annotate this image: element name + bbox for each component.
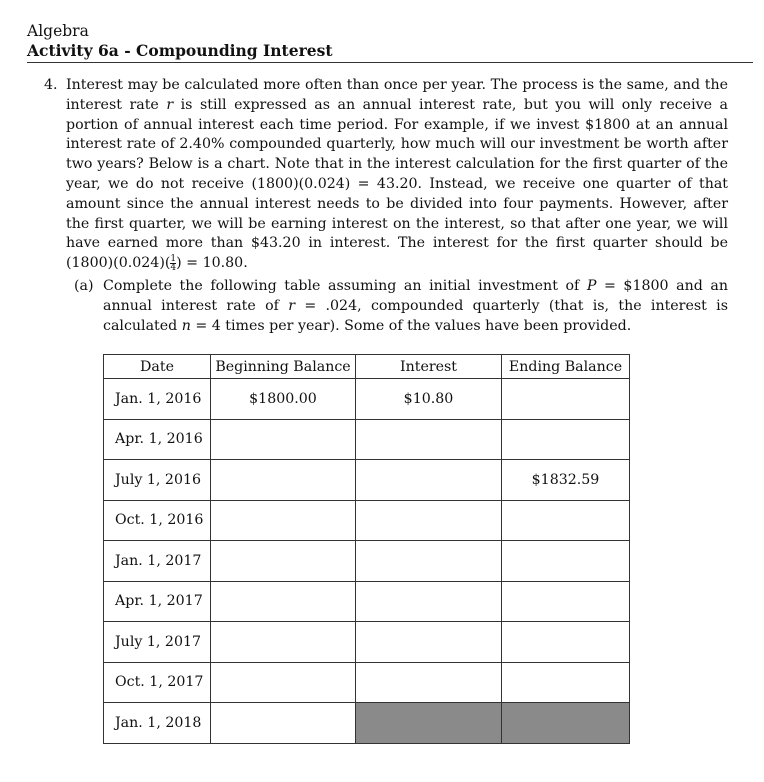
- part-a-label: (a): [74, 278, 94, 294]
- header-interest: Interest: [356, 355, 502, 379]
- beginning-balance-cell[interactable]: [211, 500, 356, 541]
- shaded-interest-cell: [356, 703, 502, 744]
- ending-balance-cell[interactable]: [502, 662, 630, 703]
- table-row: [104, 379, 630, 420]
- table-row: [104, 662, 630, 703]
- beginning-balance-cell[interactable]: [211, 703, 356, 744]
- ending-balance-cell[interactable]: [502, 379, 630, 420]
- ending-balance-cell[interactable]: [502, 541, 630, 582]
- date-cell: Jan. 1, 2016: [104, 379, 211, 420]
- beginning-balance-cell[interactable]: [211, 581, 356, 622]
- document-header: [27, 21, 753, 61]
- compounding-table: [103, 354, 630, 744]
- ending-balance-cell[interactable]: [502, 622, 630, 663]
- problem-text-part: ) = 10.80.: [176, 255, 248, 272]
- variable-r: r: [166, 96, 174, 113]
- table-row: [104, 622, 630, 663]
- beginning-balance-cell[interactable]: [211, 460, 356, 501]
- interest-cell[interactable]: [356, 581, 502, 622]
- problem-number: 4.: [44, 77, 58, 93]
- table-row: [104, 419, 630, 460]
- part-a: [74, 276, 728, 336]
- date-cell: Apr. 1, 2017: [104, 581, 211, 622]
- variable-r: r: [288, 298, 295, 314]
- date-cell: Oct. 1, 2017: [104, 662, 211, 703]
- header-divider: [27, 62, 753, 63]
- interest-cell[interactable]: [356, 500, 502, 541]
- date-cell: Jan. 1, 2017: [104, 541, 211, 582]
- header-beginning-balance: Beginning Balance: [211, 355, 356, 379]
- beginning-balance-cell[interactable]: [211, 419, 356, 460]
- shaded-ending-balance-cell: [502, 703, 630, 744]
- date-cell: Jan. 1, 2018: [104, 703, 211, 744]
- ending-balance-cell[interactable]: [502, 581, 630, 622]
- course-title: Algebra: [27, 22, 89, 40]
- header-ending-balance: Ending Balance: [502, 355, 630, 379]
- date-cell: July 1, 2016: [104, 460, 211, 501]
- table-row: [104, 703, 630, 744]
- problem-text: [66, 76, 728, 274]
- interest-cell[interactable]: [356, 419, 502, 460]
- fraction-numerator: 1: [170, 253, 177, 264]
- part-a-text: [103, 276, 728, 336]
- beginning-balance-cell[interactable]: [211, 541, 356, 582]
- part-a-text-part: = $1800 and an annual interest rate of: [103, 278, 728, 314]
- interest-cell[interactable]: [356, 662, 502, 703]
- problem-4: [44, 76, 728, 274]
- beginning-balance-cell[interactable]: $1800.00: [211, 379, 356, 420]
- date-cell: Apr. 1, 2016: [104, 419, 211, 460]
- table-row: [104, 541, 630, 582]
- problem-text-part: Interest may be calculated more often than once per year. The process is the same, and the interest rate: [66, 77, 728, 113]
- problem-text-part: is still expressed as an annual interest rate, but you will only receive a portion of annual interest each time period. For example, if we invest $1800 at an annual interest rate of 2.40% compounded quarterly, how much will our investment be worth after two years? Below is a chart. Note that in the interest calculation for the first quarter of the year, we do not receive (1800)(0.024) = 43.20. Instead, we receive one quarter of that amount since the annual interest needs to be divided into four payments. However, after the first quarter, we will be earning interest on the interest, so that after one year, we will have earned more than $43.20 in interest. The interest for the first quarter should be (1800)(0.024)(: [66, 96, 728, 272]
- interest-cell[interactable]: [356, 622, 502, 663]
- ending-balance-cell[interactable]: [502, 419, 630, 460]
- table-row: [104, 581, 630, 622]
- table-header-row: [104, 355, 630, 379]
- table-row: [104, 460, 630, 501]
- table-row: [104, 500, 630, 541]
- ending-balance-cell[interactable]: $1832.59: [502, 460, 630, 501]
- interest-cell[interactable]: $10.80: [356, 379, 502, 420]
- part-a-text-part: = .024, compounded quarterly (that is, the interest is calculated: [103, 298, 728, 334]
- beginning-balance-cell[interactable]: [211, 622, 356, 663]
- beginning-balance-cell[interactable]: [211, 662, 356, 703]
- interest-cell[interactable]: [356, 541, 502, 582]
- part-a-text-part: = 4 times per year). Some of the values have been provided.: [190, 318, 632, 334]
- interest-cell[interactable]: [356, 460, 502, 501]
- variable-n: n: [181, 318, 191, 334]
- date-cell: Oct. 1, 2016: [104, 500, 211, 541]
- variable-P: P: [586, 278, 597, 294]
- activity-title: Activity 6a - Compounding Interest: [27, 41, 333, 60]
- ending-balance-cell[interactable]: [502, 500, 630, 541]
- date-cell: July 1, 2017: [104, 622, 211, 663]
- header-date: Date: [104, 355, 211, 379]
- fraction-denominator: 4: [170, 262, 177, 273]
- part-a-text-part: Complete the following table assuming an initial investment of: [103, 278, 587, 294]
